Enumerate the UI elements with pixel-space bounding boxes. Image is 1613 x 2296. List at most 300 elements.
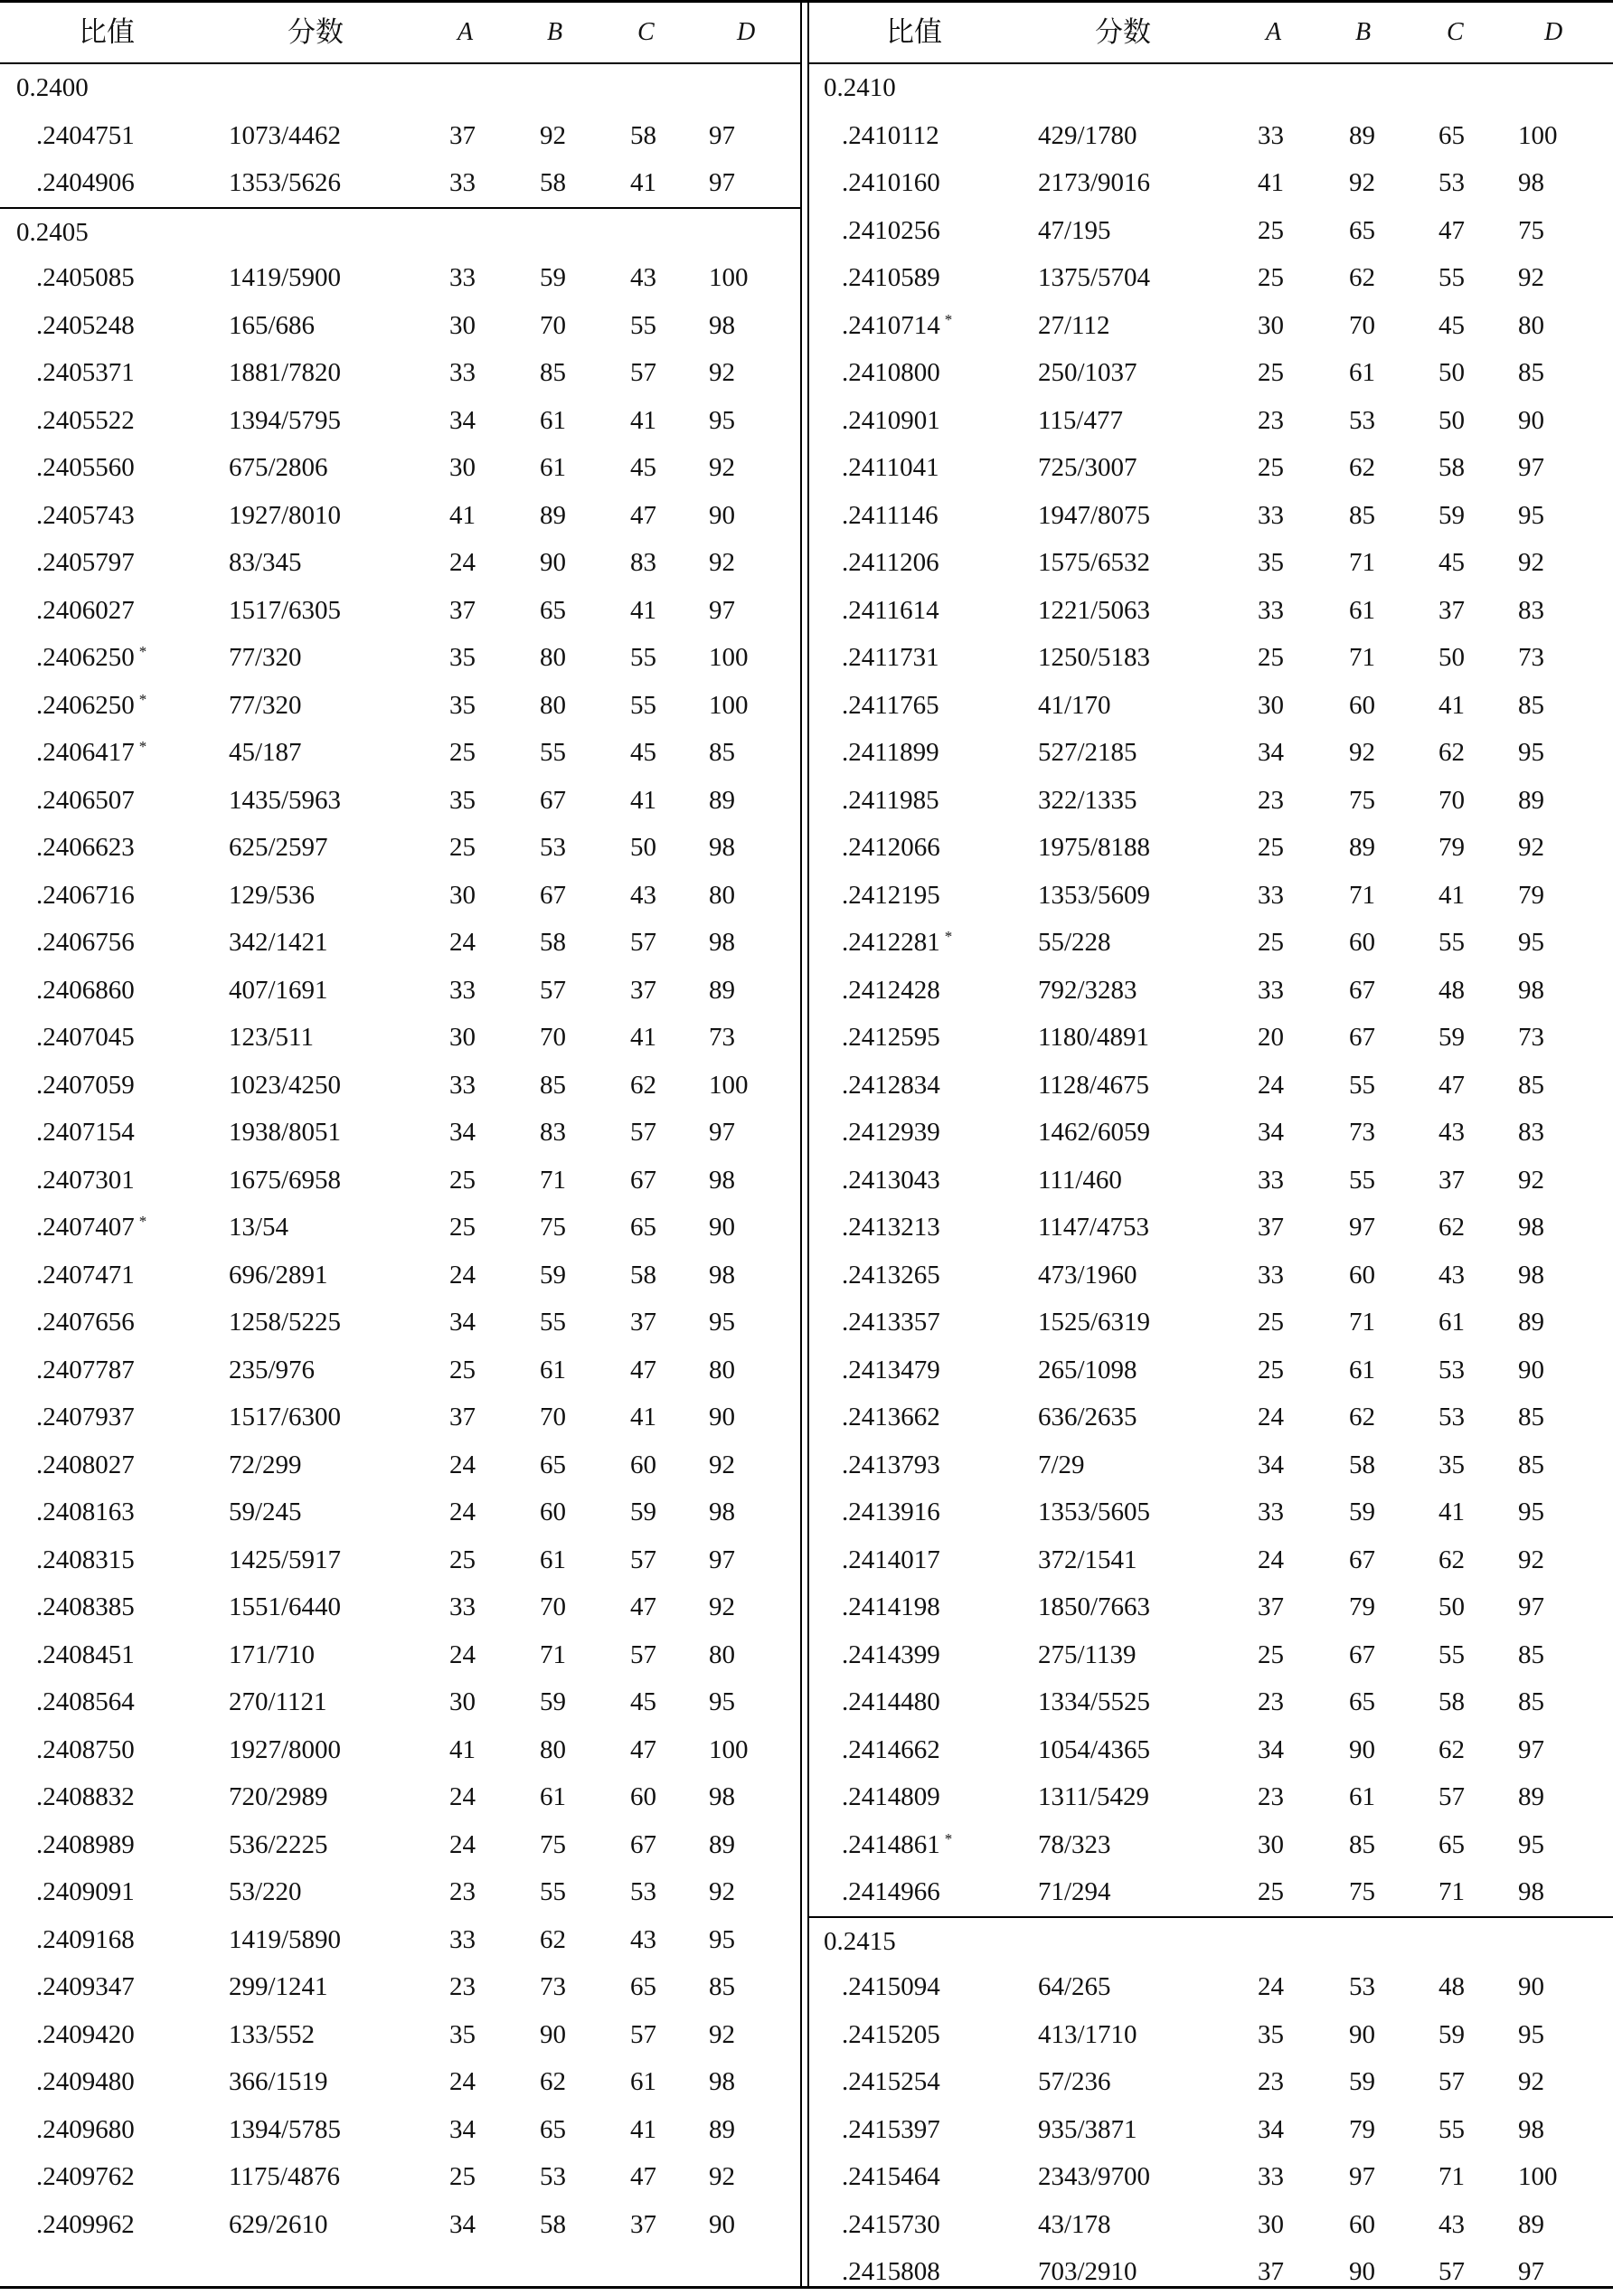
table-row: [809, 207, 1613, 255]
ratio-value: .2404906: [36, 168, 135, 197]
d-cell: 85: [709, 738, 735, 767]
ratio-cell: [36, 1916, 135, 1964]
table-row: [0, 967, 802, 1015]
footnote-mark: *: [944, 1829, 953, 1847]
b-cell: 71: [1349, 1308, 1375, 1337]
ratio-value: .2410160: [842, 168, 940, 197]
table-row: [0, 1441, 802, 1489]
table-row: [0, 1204, 802, 1252]
a-cell: 25: [449, 833, 476, 862]
table-row: [0, 2011, 802, 2059]
fraction-cell: 366/1519: [229, 2067, 328, 2096]
header-a: A: [1266, 18, 1282, 46]
ratio-cell: [36, 1204, 146, 1252]
b-cell: 62: [540, 1924, 566, 1954]
ratio-value: .2408385: [36, 1592, 135, 1621]
ratio-cell: [842, 824, 940, 872]
fraction-cell: 636/2635: [1038, 1403, 1137, 1431]
fraction-cell: 1175/4876: [229, 2162, 340, 2191]
b-cell: 58: [540, 2209, 566, 2239]
ratio-cell: [36, 1109, 135, 1157]
fraction-cell: 342/1421: [229, 928, 328, 957]
ratio-cell: [36, 872, 135, 920]
ratio-cell: [36, 302, 135, 350]
b-cell: 79: [1349, 2114, 1375, 2144]
ratio-cell: [36, 444, 135, 492]
c-cell: 65: [630, 1213, 656, 1242]
a-cell: 35: [449, 785, 476, 815]
ratio-cell: [842, 492, 939, 540]
b-cell: 73: [540, 1972, 566, 2001]
a-cell: 33: [449, 1070, 476, 1100]
fraction-cell: 13/54: [229, 1213, 289, 1242]
d-cell: 100: [709, 263, 749, 292]
fraction-cell: 1394/5795: [229, 405, 342, 435]
ratio-value: .2407471: [36, 1260, 135, 1290]
c-cell: 35: [1438, 1450, 1465, 1479]
d-cell: 95: [1518, 500, 1544, 530]
c-cell: 57: [1438, 1782, 1465, 1811]
fraction-cell: 1947/8075: [1038, 500, 1151, 530]
b-cell: 70: [540, 1023, 566, 1052]
table-row: [0, 2153, 802, 2201]
d-cell: 100: [709, 690, 749, 720]
ratio-cell: [842, 1441, 940, 1489]
ratio-value: .2412066: [842, 833, 940, 862]
table-row: [809, 1536, 1613, 1584]
a-cell: 34: [449, 2114, 476, 2144]
b-cell: 55: [540, 1308, 566, 1337]
fraction-cell: 407/1691: [229, 975, 328, 1005]
a-cell: 25: [1258, 1308, 1284, 1337]
a-cell: 34: [1258, 738, 1284, 767]
ratio-value: .2407059: [36, 1070, 135, 1100]
ratio-cell: [842, 587, 939, 635]
ratio-value: .2413265: [842, 1260, 940, 1290]
b-cell: 80: [540, 643, 566, 672]
table-row: [809, 349, 1613, 397]
fraction-cell: 1023/4250: [229, 1070, 342, 1100]
table-row: [809, 1252, 1613, 1299]
a-cell: 25: [1258, 1355, 1284, 1384]
c-cell: 58: [630, 120, 656, 150]
fraction-cell: 1938/8051: [229, 1118, 342, 1147]
table-row: [809, 1062, 1613, 1110]
d-cell: 85: [1518, 1070, 1544, 1100]
fraction-cell: 429/1780: [1038, 120, 1137, 150]
b-cell: 67: [1349, 1023, 1375, 1052]
ratio-value: .2405560: [36, 453, 135, 482]
table-row: [0, 1157, 802, 1205]
ratio-cell: [36, 682, 146, 730]
fraction-cell: 123/511: [229, 1023, 314, 1052]
c-cell: 41: [630, 168, 656, 197]
fraction-cell: 1353/5626: [229, 168, 342, 197]
ratio-value: .2412281: [842, 928, 940, 957]
ratio-value: .2406250: [36, 690, 135, 720]
group-header-row: [809, 1916, 1613, 1964]
ratio-value: .2408564: [36, 1687, 135, 1716]
b-cell: 71: [1349, 643, 1375, 672]
fraction-cell: 77/320: [229, 643, 302, 672]
fraction-cell: 1258/5225: [229, 1308, 342, 1337]
fraction-cell: 473/1960: [1038, 1260, 1137, 1290]
b-cell: 92: [1349, 738, 1375, 767]
fraction-cell: 1073/4462: [229, 120, 342, 150]
table-row: [0, 872, 802, 920]
ratio-cell: [36, 824, 135, 872]
a-cell: 34: [449, 1308, 476, 1337]
ratio-cell: [36, 112, 135, 160]
ratio-cell: [36, 1062, 135, 1110]
b-cell: 97: [1349, 1213, 1375, 1242]
fraction-cell: 72/299: [229, 1450, 302, 1479]
table-row: [0, 492, 802, 540]
b-cell: 71: [1349, 880, 1375, 910]
ratio-cell: [842, 634, 939, 682]
d-cell: 90: [709, 1213, 735, 1242]
d-cell: 95: [1518, 738, 1544, 767]
fraction-cell: 59/245: [229, 1498, 302, 1526]
fraction-cell: 133/552: [229, 2019, 316, 2049]
c-cell: 57: [1438, 2257, 1465, 2286]
d-cell: 97: [1518, 1592, 1544, 1621]
ratio-cell: [842, 444, 939, 492]
c-cell: 43: [630, 1924, 656, 1954]
b-cell: 59: [540, 263, 566, 292]
b-cell: 61: [540, 405, 566, 435]
c-cell: 43: [1438, 1260, 1465, 1290]
fraction-cell: 43/178: [1038, 2209, 1111, 2239]
b-cell: 61: [540, 1545, 566, 1574]
table-row: [0, 1299, 802, 1346]
ratio-cell: [842, 1062, 940, 1110]
a-cell: 24: [1258, 1545, 1284, 1574]
c-cell: 50: [1438, 405, 1465, 435]
ratio-cell: [36, 1631, 135, 1679]
b-cell: 61: [540, 1782, 566, 1811]
c-cell: 55: [1438, 2114, 1465, 2144]
fraction-cell: 1462/6059: [1038, 1118, 1151, 1147]
ratio-value: .2407937: [36, 1403, 135, 1431]
b-cell: 61: [1349, 358, 1375, 387]
b-cell: 90: [1349, 1734, 1375, 1764]
b-cell: 53: [540, 833, 566, 862]
a-cell: 34: [1258, 1118, 1284, 1147]
d-cell: 92: [709, 358, 735, 387]
table-row: [809, 682, 1613, 730]
ratio-value: .2411731: [842, 643, 939, 672]
d-cell: 85: [709, 1972, 735, 2001]
a-cell: 25: [1258, 215, 1284, 245]
ratio-value: .2409420: [36, 2019, 135, 2049]
d-cell: 98: [709, 1498, 735, 1526]
b-cell: 61: [1349, 1782, 1375, 1811]
b-cell: 57: [540, 975, 566, 1005]
ratio-value: .2411041: [842, 453, 939, 482]
ratio-value: .2413479: [842, 1355, 940, 1384]
a-cell: 25: [1258, 833, 1284, 862]
c-cell: 41: [1438, 880, 1465, 910]
a-cell: 25: [449, 2162, 476, 2191]
fraction-cell: 1425/5917: [229, 1545, 342, 1574]
table-row: [809, 919, 1613, 967]
a-cell: 34: [449, 1118, 476, 1147]
b-cell: 58: [540, 928, 566, 957]
ratio-value: .2415397: [842, 2114, 940, 2144]
a-cell: 30: [1258, 2209, 1284, 2239]
ratio-value: .2404751: [36, 120, 135, 150]
ratio-value: .2405248: [36, 310, 135, 340]
c-cell: 41: [630, 785, 656, 815]
a-cell: 24: [449, 1450, 476, 1479]
fraction-cell: 1927/8010: [229, 500, 342, 530]
ratio-cell: [842, 349, 940, 397]
table-row: [809, 112, 1613, 160]
ratio-value: .2415808: [842, 2257, 940, 2286]
ratio-value: .2410714: [842, 310, 940, 340]
fraction-cell: 1250/5183: [1038, 643, 1151, 672]
d-cell: 95: [1518, 1829, 1544, 1859]
a-cell: 33: [449, 975, 476, 1005]
d-cell: 83: [1518, 595, 1544, 625]
b-cell: 59: [540, 1687, 566, 1716]
c-cell: 47: [1438, 1070, 1465, 1100]
d-cell: 92: [709, 1877, 735, 1906]
c-cell: 47: [630, 2162, 656, 2191]
table-row: [809, 872, 1613, 920]
table-row: [0, 302, 802, 350]
d-cell: 89: [709, 2114, 735, 2144]
d-cell: 90: [709, 500, 735, 530]
d-cell: 90: [709, 2209, 735, 2239]
d-cell: 89: [1518, 2209, 1544, 2239]
header-c: C: [637, 18, 655, 46]
d-cell: 98: [709, 1260, 735, 1290]
d-cell: 92: [1518, 263, 1544, 292]
right-table: [809, 3, 1613, 2286]
d-cell: 92: [1518, 548, 1544, 577]
fraction-cell: 111/460: [1038, 1165, 1122, 1195]
table-header: [809, 3, 1613, 64]
a-cell: 25: [1258, 453, 1284, 482]
ratio-cell: [842, 1773, 940, 1821]
fraction-cell: 1975/8188: [1038, 833, 1151, 862]
ratio-cell: [36, 2201, 135, 2249]
footnote-mark: *: [138, 1213, 147, 1230]
d-cell: 89: [709, 1829, 735, 1859]
b-cell: 90: [540, 548, 566, 577]
d-cell: 98: [1518, 2114, 1544, 2144]
d-cell: 90: [709, 1403, 735, 1431]
d-cell: 80: [709, 880, 735, 910]
ratio-value: .2414480: [842, 1687, 940, 1716]
ratio-cell: [36, 2153, 135, 2201]
table-row: [0, 1536, 802, 1584]
c-cell: 53: [1438, 168, 1465, 197]
table-row: [809, 1583, 1613, 1631]
d-cell: 98: [709, 310, 735, 340]
a-cell: 25: [449, 1355, 476, 1384]
table-row: [809, 1488, 1613, 1536]
table-row: [809, 634, 1613, 682]
ratio-value: .2406417: [36, 738, 135, 767]
ratio-value: .2405797: [36, 548, 135, 577]
fraction-cell: 1128/4675: [1038, 1070, 1149, 1100]
c-cell: 41: [630, 405, 656, 435]
d-cell: 95: [709, 1687, 735, 1716]
fraction-cell: 83/345: [229, 548, 302, 577]
ratio-value: .2414861: [842, 1829, 940, 1859]
ratio-cell: [36, 1678, 135, 1726]
d-cell: 80: [709, 1355, 735, 1384]
b-cell: 80: [540, 1734, 566, 1764]
fraction-cell: 78/323: [1038, 1829, 1111, 1859]
ratio-value: .2411206: [842, 548, 939, 577]
d-cell: 98: [709, 2067, 735, 2096]
d-cell: 95: [1518, 2019, 1544, 2049]
fraction-cell: 1881/7820: [229, 358, 342, 387]
table-row: [0, 919, 802, 967]
table-row: [809, 1394, 1613, 1441]
d-cell: 100: [709, 643, 749, 672]
b-cell: 61: [540, 1355, 566, 1384]
b-cell: 61: [540, 453, 566, 482]
d-cell: 100: [709, 1070, 749, 1100]
b-cell: 60: [1349, 690, 1375, 720]
c-cell: 50: [1438, 358, 1465, 387]
a-cell: 33: [1258, 120, 1284, 150]
c-cell: 71: [1438, 2162, 1465, 2191]
table-row: [0, 587, 802, 635]
ratio-value: .2406027: [36, 595, 135, 625]
ratio-value: .2410256: [842, 215, 940, 245]
c-cell: 41: [630, 1023, 656, 1052]
ratio-cell: [36, 1868, 135, 1916]
ratio-cell: [842, 777, 939, 825]
a-cell: 25: [1258, 1639, 1284, 1669]
fraction-cell: 115/477: [1038, 405, 1123, 435]
c-cell: 57: [1438, 2067, 1465, 2096]
a-cell: 23: [1258, 785, 1284, 815]
b-cell: 67: [1349, 975, 1375, 1005]
table-row: [0, 254, 802, 302]
header-ratio: 比值: [886, 16, 942, 48]
c-cell: 45: [630, 1687, 656, 1716]
header-b: B: [1355, 18, 1372, 46]
table-row: [0, 539, 802, 587]
ratio-value: .2408750: [36, 1734, 135, 1764]
a-cell: 34: [1258, 1734, 1284, 1764]
ratio-cell: [36, 159, 135, 207]
footnote-mark: *: [138, 738, 147, 755]
a-cell: 24: [1258, 1972, 1284, 2001]
b-cell: 55: [540, 738, 566, 767]
table-row: [809, 967, 1613, 1015]
c-cell: 60: [630, 1782, 656, 1811]
d-cell: 92: [1518, 2067, 1544, 2096]
ratio-value: .2411614: [842, 595, 939, 625]
fraction-cell: 1353/5609: [1038, 880, 1151, 910]
table-row: [809, 2153, 1613, 2201]
b-cell: 65: [1349, 1687, 1375, 1716]
fraction-cell: 675/2806: [229, 453, 328, 482]
fraction-cell: 1927/8000: [229, 1734, 342, 1764]
ratio-value: .2410589: [842, 263, 940, 292]
c-cell: 59: [1438, 2019, 1465, 2049]
table-row: [0, 1678, 802, 1726]
d-cell: 92: [1518, 833, 1544, 862]
d-cell: 97: [709, 120, 735, 150]
header-d: D: [737, 18, 756, 46]
a-cell: 24: [1258, 1403, 1284, 1431]
b-cell: 60: [1349, 2209, 1375, 2239]
fraction-cell: 1394/5785: [229, 2114, 342, 2144]
table-row: [809, 587, 1613, 635]
b-cell: 75: [540, 1829, 566, 1859]
b-cell: 62: [1349, 263, 1375, 292]
ratio-value: .2415464: [842, 2162, 940, 2191]
table-row: [0, 112, 802, 160]
a-cell: 20: [1258, 1023, 1284, 1052]
group-header-row: [0, 64, 802, 112]
c-cell: 61: [1438, 1308, 1465, 1337]
a-cell: 33: [449, 358, 476, 387]
d-cell: 97: [709, 595, 735, 625]
a-cell: 41: [449, 500, 476, 530]
b-cell: 58: [1349, 1450, 1375, 1479]
b-cell: 70: [540, 1592, 566, 1621]
fraction-cell: 725/3007: [1038, 453, 1137, 482]
c-cell: 61: [630, 2067, 656, 2096]
fraction-cell: 935/3871: [1038, 2114, 1137, 2144]
c-cell: 41: [1438, 1498, 1465, 1526]
group-header-row: [809, 64, 1613, 112]
table-row: [0, 1963, 802, 2011]
ratio-cell: [842, 2011, 940, 2059]
fraction-cell: 527/2185: [1038, 738, 1137, 767]
b-cell: 55: [1349, 1165, 1375, 1195]
table-row: [0, 729, 802, 777]
d-cell: 98: [709, 1165, 735, 1195]
c-cell: 70: [1438, 785, 1465, 815]
d-cell: 98: [1518, 975, 1544, 1005]
b-cell: 71: [540, 1165, 566, 1195]
ratio-value: .2407787: [36, 1355, 135, 1384]
d-cell: 95: [709, 1924, 735, 1954]
a-cell: 24: [449, 1260, 476, 1290]
ratio-cell: [842, 1346, 940, 1394]
fraction-cell: 1334/5525: [1038, 1687, 1151, 1716]
fraction-cell: 41/170: [1038, 690, 1111, 720]
d-cell: 92: [709, 548, 735, 577]
ratio-value: .2409168: [36, 1924, 135, 1954]
ratio-cell: [842, 1299, 940, 1346]
ratio-cell: [36, 492, 135, 540]
b-cell: 62: [1349, 1403, 1375, 1431]
c-cell: 47: [630, 1355, 656, 1384]
d-cell: 98: [1518, 168, 1544, 197]
ratio-cell: [36, 1441, 135, 1489]
table-row: [809, 1299, 1613, 1346]
b-cell: 83: [540, 1118, 566, 1147]
fraction-cell: 1221/5063: [1038, 595, 1151, 625]
b-cell: 75: [540, 1213, 566, 1242]
c-cell: 57: [630, 1639, 656, 1669]
header-fraction: 分数: [1095, 16, 1151, 48]
a-cell: 25: [1258, 263, 1284, 292]
ratio-cell: [36, 1726, 135, 1774]
